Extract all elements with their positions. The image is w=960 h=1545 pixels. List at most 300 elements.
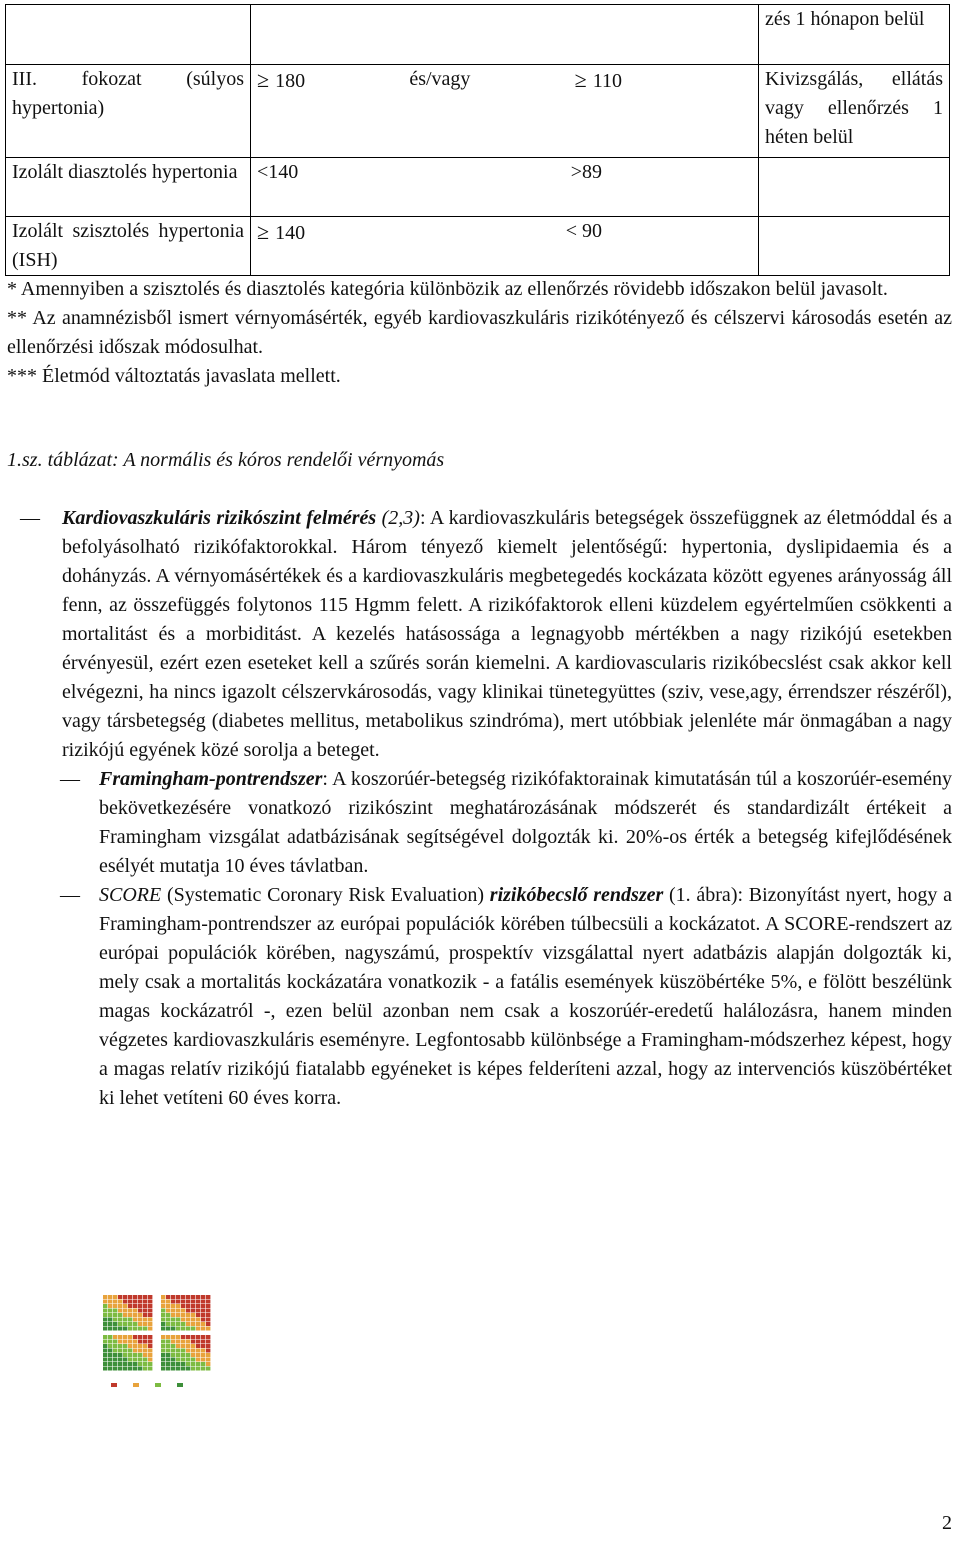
chart-cell xyxy=(191,1309,195,1313)
chart-cell xyxy=(201,1300,205,1304)
chart-cell xyxy=(128,1340,132,1344)
bullet-list xyxy=(0,504,960,1113)
chart-cell xyxy=(123,1335,127,1339)
chart-cell xyxy=(118,1322,122,1326)
chart-cell xyxy=(108,1340,112,1344)
diastolic-value: >89 xyxy=(570,161,602,183)
chart-cell xyxy=(148,1318,152,1322)
chart-cell xyxy=(176,1367,180,1371)
category-label: III. fokozat (súlyos hypertonia) xyxy=(6,65,251,158)
item-title: Framingham-pontrendszer xyxy=(99,768,323,790)
chart-cell xyxy=(166,1300,170,1304)
chart-cell xyxy=(161,1304,165,1308)
list-item xyxy=(0,504,960,765)
chart-cell xyxy=(166,1344,170,1348)
chart-cell xyxy=(166,1304,170,1308)
footnote: * Amennyiben a szisztolés és diasztolés kategória különbözik az ellenőrzés rövidebb időszakon belül javasolt. xyxy=(7,278,888,300)
chart-cell xyxy=(201,1322,205,1326)
action-text: Kivizsgálás, ellátás vagy ellenőrzés 1 héten belül xyxy=(759,65,950,158)
chart-cell xyxy=(166,1313,170,1317)
chart-cell xyxy=(103,1318,107,1322)
chart-cell xyxy=(166,1327,170,1331)
chart-cell xyxy=(118,1367,122,1371)
chart-cell xyxy=(113,1340,117,1344)
chart-cell xyxy=(118,1353,122,1357)
chart-cell xyxy=(113,1349,117,1353)
chart-cell xyxy=(201,1327,205,1331)
chart-cell xyxy=(186,1304,190,1308)
chart-cell xyxy=(108,1327,112,1331)
chart-cell xyxy=(176,1304,180,1308)
chart-cell xyxy=(123,1318,127,1322)
chart-cell xyxy=(206,1309,210,1313)
chart-cell xyxy=(201,1295,205,1299)
chart-cell xyxy=(118,1318,122,1322)
chart-cell xyxy=(118,1327,122,1331)
chart-cell xyxy=(206,1344,210,1348)
chart-cell xyxy=(191,1335,195,1339)
chart-cell xyxy=(138,1309,142,1313)
table-row xyxy=(6,217,950,276)
chart-cell xyxy=(186,1353,190,1357)
chart-cell xyxy=(161,1335,165,1339)
chart-cell xyxy=(118,1335,122,1339)
chart-cell xyxy=(171,1300,175,1304)
chart-cell xyxy=(166,1353,170,1357)
chart-cell xyxy=(161,1318,165,1322)
chart-cell xyxy=(186,1327,190,1331)
chart-cell xyxy=(118,1313,122,1317)
chart-cell xyxy=(143,1349,147,1353)
chart-cell xyxy=(108,1335,112,1339)
chart-cell xyxy=(206,1353,210,1357)
chart-cell xyxy=(186,1309,190,1313)
chart-cell xyxy=(123,1344,127,1348)
pressure-values xyxy=(251,158,759,217)
chart-cell xyxy=(143,1362,147,1366)
chart-cell xyxy=(161,1322,165,1326)
chart-cell xyxy=(108,1300,112,1304)
chart-cell xyxy=(201,1353,205,1357)
chart-cell xyxy=(138,1349,142,1353)
chart-cell xyxy=(161,1309,165,1313)
chart-cell xyxy=(176,1309,180,1313)
chart-cell xyxy=(196,1353,200,1357)
chart-cell xyxy=(166,1367,170,1371)
chart-cell xyxy=(108,1344,112,1348)
chart-cell xyxy=(113,1358,117,1362)
chart-cell xyxy=(201,1304,205,1308)
table-cell xyxy=(251,5,759,65)
chart-cell xyxy=(148,1300,152,1304)
chart-cell xyxy=(186,1300,190,1304)
chart-cell xyxy=(166,1322,170,1326)
chart-cell xyxy=(181,1327,185,1331)
chart-cell xyxy=(186,1349,190,1353)
chart-cell xyxy=(186,1340,190,1344)
chart-cell xyxy=(123,1313,127,1317)
chart-cell xyxy=(166,1349,170,1353)
chart-cell xyxy=(161,1367,165,1371)
chart-cell xyxy=(103,1340,107,1344)
chart-cell xyxy=(201,1340,205,1344)
chart-cell xyxy=(191,1340,195,1344)
systolic-value: 180 xyxy=(275,70,306,92)
chart-cell xyxy=(181,1358,185,1362)
chart-cell xyxy=(123,1295,127,1299)
chart-cell xyxy=(113,1295,117,1299)
item-title-2: rizikóbecslő rendszer xyxy=(489,884,664,906)
chart-cell xyxy=(196,1300,200,1304)
chart-cell xyxy=(108,1313,112,1317)
legend-swatch xyxy=(111,1383,117,1387)
chart-cell xyxy=(206,1304,210,1308)
item-reference: (2,3) xyxy=(376,507,420,529)
chart-cell xyxy=(196,1358,200,1362)
chart-cell xyxy=(108,1349,112,1353)
chart-cell xyxy=(103,1344,107,1348)
legend-swatch xyxy=(133,1383,139,1387)
page-number: 2 xyxy=(942,1512,952,1534)
chart-cell xyxy=(161,1300,165,1304)
chart-cell xyxy=(133,1322,137,1326)
chart-cell xyxy=(161,1349,165,1353)
chart-cell xyxy=(161,1344,165,1348)
chart-cell xyxy=(143,1358,147,1362)
chart-cell xyxy=(196,1362,200,1366)
conjunction: és/vagy xyxy=(409,68,471,90)
chart-cell xyxy=(181,1340,185,1344)
chart-cell xyxy=(171,1322,175,1326)
chart-cell xyxy=(181,1300,185,1304)
chart-cell xyxy=(171,1313,175,1317)
chart-cell xyxy=(108,1322,112,1326)
chart-cell xyxy=(143,1318,147,1322)
chart-cell xyxy=(148,1349,152,1353)
chart-cell xyxy=(113,1304,117,1308)
chart-cell xyxy=(186,1295,190,1299)
chart-cell xyxy=(181,1344,185,1348)
chart-cell xyxy=(181,1295,185,1299)
chart-cell xyxy=(191,1344,195,1348)
chart-cell xyxy=(133,1367,137,1371)
chart-cell xyxy=(176,1327,180,1331)
chart-cell xyxy=(176,1358,180,1362)
chart-cell xyxy=(108,1318,112,1322)
category-label: Izolált diasztolés hypertonia xyxy=(6,158,251,217)
chart-cell xyxy=(148,1313,152,1317)
chart-cell xyxy=(103,1322,107,1326)
chart-cell xyxy=(206,1327,210,1331)
list-item xyxy=(0,765,960,881)
chart-cell xyxy=(206,1358,210,1362)
chart-cell xyxy=(196,1367,200,1371)
chart-cell xyxy=(206,1340,210,1344)
chart-cell xyxy=(161,1327,165,1331)
chart-cell xyxy=(148,1309,152,1313)
chart-cell xyxy=(161,1353,165,1357)
chart-cell xyxy=(108,1353,112,1357)
table-row xyxy=(6,158,950,217)
chart-cell xyxy=(118,1295,122,1299)
chart-cell xyxy=(166,1358,170,1362)
chart-cell xyxy=(148,1362,152,1366)
chart-cell xyxy=(118,1300,122,1304)
chart-cell xyxy=(191,1313,195,1317)
chart-cell xyxy=(201,1318,205,1322)
chart-cell xyxy=(148,1353,152,1357)
chart-cell xyxy=(143,1353,147,1357)
chart-cell xyxy=(103,1349,107,1353)
chart-cell xyxy=(181,1349,185,1353)
blood-pressure-table xyxy=(5,4,950,276)
chart-cell xyxy=(128,1367,132,1371)
chart-cell xyxy=(196,1313,200,1317)
chart-cell xyxy=(118,1349,122,1353)
chart-cell xyxy=(113,1353,117,1357)
chart-cell xyxy=(113,1313,117,1317)
item-title: SCORE xyxy=(99,884,162,906)
chart-cell xyxy=(206,1367,210,1371)
chart-cell xyxy=(201,1335,205,1339)
chart-cell xyxy=(148,1295,152,1299)
chart-cell xyxy=(128,1304,132,1308)
chart-cell xyxy=(128,1322,132,1326)
chart-cell xyxy=(191,1362,195,1366)
chart-cell xyxy=(191,1322,195,1326)
chart-cell xyxy=(103,1353,107,1357)
chart-cell xyxy=(166,1335,170,1339)
chart-cell xyxy=(123,1362,127,1366)
chart-cell xyxy=(128,1300,132,1304)
chart-cell xyxy=(123,1327,127,1331)
chart-cell xyxy=(181,1335,185,1339)
chart-cell xyxy=(103,1304,107,1308)
chart-cell xyxy=(133,1358,137,1362)
item-text: : A koszorúér-betegség rizikófaktorainak kimutatásán túl a koszorúér-esemény bekövetkezésére vonatkozó rizikószint meghatározásának módszerét és standardizált értékeit a Framingham vizsgálat adatbázisának segítségével dolgozták ki. 20%-os érték a betegség kifejlődésének esélyét mutatja 10 éves távlatban. xyxy=(99,768,952,877)
chart-cell xyxy=(196,1335,200,1339)
chart-cell xyxy=(128,1295,132,1299)
systolic-value: 140 xyxy=(275,222,306,244)
chart-cell xyxy=(128,1313,132,1317)
chart-cell xyxy=(108,1362,112,1366)
chart-cell xyxy=(138,1304,142,1308)
chart-cell xyxy=(143,1313,147,1317)
chart-cell xyxy=(176,1344,180,1348)
chart-cell xyxy=(181,1318,185,1322)
table-cell xyxy=(759,5,950,65)
chart-cell xyxy=(133,1349,137,1353)
chart-cell xyxy=(148,1327,152,1331)
dash-bullet-icon: — xyxy=(60,768,80,790)
chart-cell xyxy=(191,1353,195,1357)
chart-cell xyxy=(113,1322,117,1326)
pressure-values xyxy=(251,65,759,158)
chart-cell xyxy=(196,1327,200,1331)
chart-cell xyxy=(206,1313,210,1317)
chart-cell xyxy=(196,1340,200,1344)
chart-cell xyxy=(133,1300,137,1304)
chart-cell xyxy=(171,1349,175,1353)
chart-cell xyxy=(138,1295,142,1299)
chart-cell xyxy=(201,1309,205,1313)
dash-bullet-icon: — xyxy=(60,884,80,906)
chart-cell xyxy=(118,1309,122,1313)
chart-cell xyxy=(118,1362,122,1366)
chart-cell xyxy=(196,1304,200,1308)
chart-cell xyxy=(123,1300,127,1304)
chart-cell xyxy=(166,1340,170,1344)
item-mid-text: (Systematic Coronary Risk Evaluation) xyxy=(161,884,490,906)
chart-cell xyxy=(113,1300,117,1304)
chart-cell xyxy=(138,1362,142,1366)
chart-cell xyxy=(113,1335,117,1339)
chart-cell xyxy=(201,1313,205,1317)
chart-cell xyxy=(108,1309,112,1313)
chart-cell xyxy=(186,1362,190,1366)
item-text: (1. ábra): Bizonyítást nyert, hogy a Framingham-pontrendszer az európai populációk körében túlbecsüli a kockázatot. A SCORE-rendszert az európai populációk körében, nagyszámú, prospektív vizsgálattal nyert adatbázis alapján dolgozták ki, mely csak a mortalitás kockázatára vonatkozik - a fatális események küszöbértéke 5%, e fölött beszélünk magas kockázatról -, ezen belül azonban nem csak a koszorúér-eredetű halálozásra, hanem minden végzetes kardiovaszkuláris eseményre. Legfontosabb különbsége a Framingham-módszerhez képest, hogy a magas relatív rizikójú fiatalabb egyéneket is képes felderíteni azzal, hogy az intervenciós küszöbértéket ki lehet vetíteni 60 éves korra. xyxy=(99,884,952,1109)
chart-cell xyxy=(171,1367,175,1371)
chart-cell xyxy=(171,1344,175,1348)
chart-cell xyxy=(113,1318,117,1322)
chart-cell xyxy=(181,1313,185,1317)
chart-cell xyxy=(133,1304,137,1308)
chart-cell xyxy=(143,1322,147,1326)
chart-cell xyxy=(176,1353,180,1357)
chart-cell xyxy=(148,1340,152,1344)
chart-cell xyxy=(133,1335,137,1339)
chart-cell xyxy=(103,1295,107,1299)
footnote: *** Életmód változtatás javaslata mellett. xyxy=(7,365,341,387)
chart-cell xyxy=(148,1335,152,1339)
chart-cell xyxy=(148,1367,152,1371)
chart-cell xyxy=(171,1309,175,1313)
chart-cell xyxy=(143,1344,147,1348)
chart-cell xyxy=(161,1362,165,1366)
chart-cell xyxy=(201,1349,205,1353)
chart-cell xyxy=(181,1309,185,1313)
chart-cell xyxy=(123,1358,127,1362)
chart-cell xyxy=(128,1358,132,1362)
chart-cell xyxy=(118,1344,122,1348)
chart-cell xyxy=(113,1309,117,1313)
chart-cell xyxy=(201,1362,205,1366)
chart-cell xyxy=(206,1295,210,1299)
chart-cell xyxy=(138,1327,142,1331)
chart-cell xyxy=(161,1358,165,1362)
chart-cell xyxy=(206,1318,210,1322)
chart-cell xyxy=(138,1322,142,1326)
chart-cell xyxy=(191,1295,195,1299)
item-title: Kardiovaszkuláris rizikószint felmérés xyxy=(62,507,377,529)
chart-cell xyxy=(171,1318,175,1322)
chart-cell xyxy=(103,1335,107,1339)
chart-cell xyxy=(196,1309,200,1313)
chart-cell xyxy=(176,1318,180,1322)
chart-cell xyxy=(196,1349,200,1353)
chart-cell xyxy=(196,1318,200,1322)
chart-cell xyxy=(191,1327,195,1331)
action-text: zés 1 hónapon belül xyxy=(765,8,925,30)
chart-cell xyxy=(166,1295,170,1299)
chart-cell xyxy=(186,1322,190,1326)
chart-cell xyxy=(201,1358,205,1362)
chart-cell xyxy=(123,1367,127,1371)
chart-cell xyxy=(181,1353,185,1357)
chart-cell xyxy=(161,1313,165,1317)
chart-cell xyxy=(138,1344,142,1348)
ge-sign-icon: ≥ xyxy=(257,219,270,244)
table-cell xyxy=(759,217,950,276)
chart-cell xyxy=(148,1304,152,1308)
chart-cell xyxy=(108,1358,112,1362)
chart-cell xyxy=(191,1358,195,1362)
chart-cell xyxy=(143,1340,147,1344)
chart-cell xyxy=(113,1327,117,1331)
table-cell xyxy=(759,158,950,217)
dash-bullet-icon: — xyxy=(20,507,40,529)
chart-cell xyxy=(123,1353,127,1357)
chart-cell xyxy=(191,1349,195,1353)
chart-cell xyxy=(206,1335,210,1339)
table-footnotes xyxy=(7,275,952,391)
ge-sign-icon: ≥ xyxy=(574,67,587,92)
chart-cell xyxy=(128,1309,132,1313)
table-row xyxy=(6,5,950,65)
chart-cell xyxy=(176,1300,180,1304)
chart-cell xyxy=(133,1309,137,1313)
chart-cell xyxy=(113,1362,117,1366)
chart-cell xyxy=(186,1358,190,1362)
chart-cell xyxy=(166,1362,170,1366)
chart-cell xyxy=(133,1295,137,1299)
chart-cell xyxy=(186,1335,190,1339)
chart-cell xyxy=(138,1318,142,1322)
score-risk-chart-thumbnail xyxy=(97,1283,217,1393)
chart-cell xyxy=(133,1318,137,1322)
chart-cell xyxy=(191,1367,195,1371)
chart-cell xyxy=(103,1367,107,1371)
chart-cell xyxy=(138,1367,142,1371)
chart-cell xyxy=(118,1340,122,1344)
chart-cell xyxy=(181,1362,185,1366)
table-caption: 1.sz. táblázat: A normális és kóros rendelői vérnyomás xyxy=(7,449,445,471)
chart-cell xyxy=(148,1358,152,1362)
chart-cell xyxy=(206,1349,210,1353)
chart-cell xyxy=(191,1304,195,1308)
chart-cell xyxy=(108,1304,112,1308)
chart-cell xyxy=(143,1304,147,1308)
chart-cell xyxy=(196,1322,200,1326)
chart-cell xyxy=(191,1318,195,1322)
chart-cell xyxy=(171,1327,175,1331)
chart-cell xyxy=(133,1340,137,1344)
chart-cell xyxy=(171,1335,175,1339)
chart-cell xyxy=(176,1322,180,1326)
chart-cell xyxy=(191,1300,195,1304)
legend-swatch xyxy=(177,1383,183,1387)
chart-cell xyxy=(206,1322,210,1326)
chart-cell xyxy=(118,1358,122,1362)
chart-cell xyxy=(206,1362,210,1366)
chart-cell xyxy=(128,1327,132,1331)
chart-cell xyxy=(128,1353,132,1357)
systolic-value: <140 xyxy=(257,161,299,183)
chart-cell xyxy=(143,1295,147,1299)
chart-cell xyxy=(166,1318,170,1322)
chart-cell xyxy=(171,1358,175,1362)
chart-cell xyxy=(128,1362,132,1366)
